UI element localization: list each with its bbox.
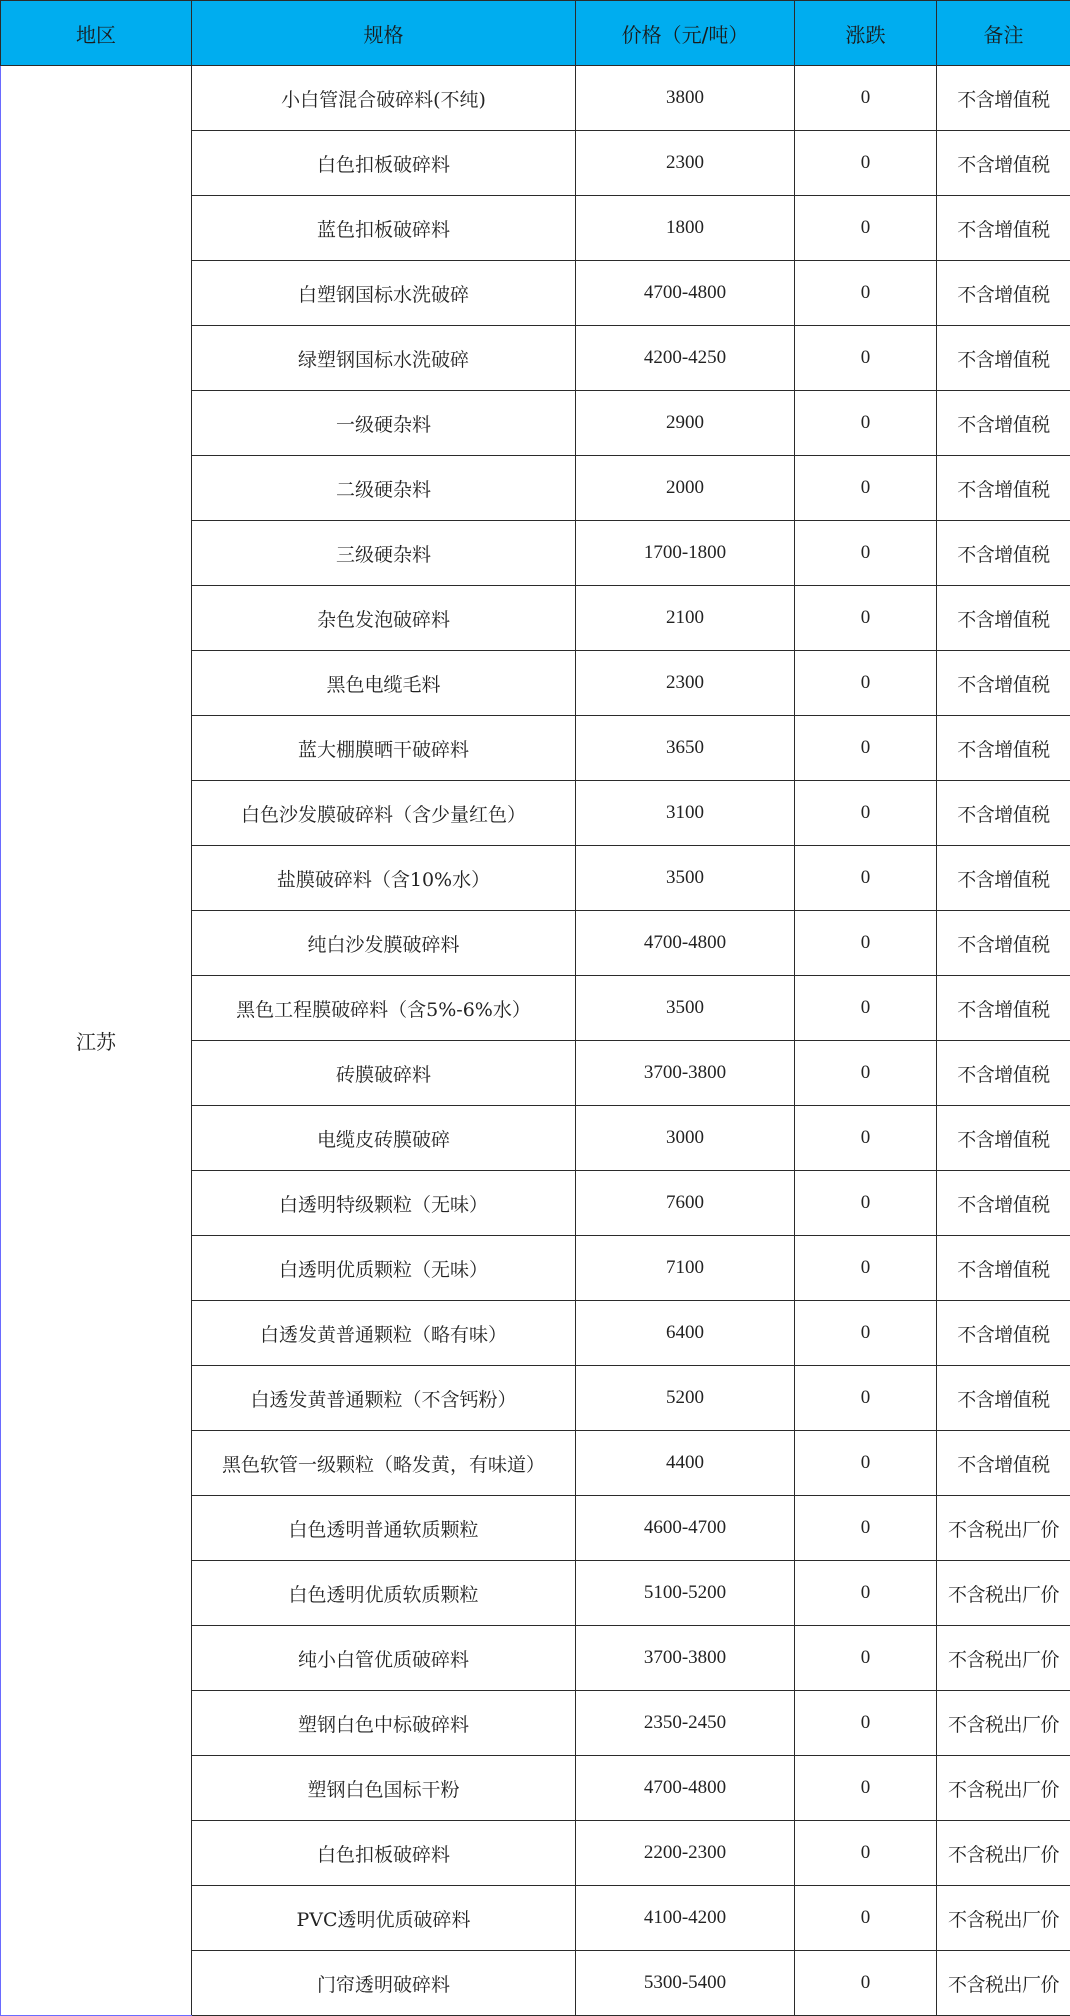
region-cell: 江苏 xyxy=(1,66,192,2016)
spec-cell: 蓝大棚膜晒干破碎料 xyxy=(192,716,576,781)
note-cell: 不含税出厂价 xyxy=(937,1561,1070,1626)
price-cell: 1800 xyxy=(576,196,795,261)
change-cell: 0 xyxy=(795,1431,937,1496)
change-cell: 0 xyxy=(795,131,937,196)
spec-cell: 黑色工程膜破碎料（含5%-6%水） xyxy=(192,976,576,1041)
price-cell: 5100-5200 xyxy=(576,1561,795,1626)
spec-cell: 白透发黄普通颗粒（略有味） xyxy=(192,1301,576,1366)
table-body xyxy=(1,66,1070,2016)
change-cell: 0 xyxy=(795,196,937,261)
change-cell: 0 xyxy=(795,66,937,131)
price-cell: 3700-3800 xyxy=(576,1626,795,1691)
header-row xyxy=(1,1,1070,66)
price-cell: 4100-4200 xyxy=(576,1886,795,1951)
price-cell: 2000 xyxy=(576,456,795,521)
note-cell: 不含增值税 xyxy=(937,1171,1070,1236)
change-cell: 0 xyxy=(795,781,937,846)
note-cell: 不含增值税 xyxy=(937,1431,1070,1496)
note-cell: 不含增值税 xyxy=(937,716,1070,781)
note-cell: 不含增值税 xyxy=(937,1366,1070,1431)
spec-cell: 电缆皮砖膜破碎 xyxy=(192,1106,576,1171)
note-cell: 不含增值税 xyxy=(937,66,1070,131)
note-cell: 不含增值税 xyxy=(937,976,1070,1041)
change-cell: 0 xyxy=(795,1691,937,1756)
price-cell: 3700-3800 xyxy=(576,1041,795,1106)
price-cell: 3500 xyxy=(576,976,795,1041)
change-cell: 0 xyxy=(795,326,937,391)
spec-cell: 门帘透明破碎料 xyxy=(192,1951,576,2016)
change-cell: 0 xyxy=(795,1886,937,1951)
note-cell: 不含税出厂价 xyxy=(937,1951,1070,2016)
price-cell: 3650 xyxy=(576,716,795,781)
price-cell: 1700-1800 xyxy=(576,521,795,586)
spec-cell: 纯小白管优质破碎料 xyxy=(192,1626,576,1691)
change-cell: 0 xyxy=(795,1236,937,1301)
spec-cell: 绿塑钢国标水洗破碎 xyxy=(192,326,576,391)
spec-cell: 小白管混合破碎料(不纯) xyxy=(192,66,576,131)
note-cell: 不含增值税 xyxy=(937,846,1070,911)
spec-cell: 三级硬杂料 xyxy=(192,521,576,586)
note-cell: 不含税出厂价 xyxy=(937,1821,1070,1886)
note-cell: 不含增值税 xyxy=(937,911,1070,976)
spec-cell: 二级硬杂料 xyxy=(192,456,576,521)
spec-cell: 白色透明优质软质颗粒 xyxy=(192,1561,576,1626)
change-cell: 0 xyxy=(795,1821,937,1886)
change-cell: 0 xyxy=(795,1951,937,2016)
price-cell: 4600-4700 xyxy=(576,1496,795,1561)
spec-cell: 蓝色扣板破碎料 xyxy=(192,196,576,261)
spec-cell: 塑钢白色中标破碎料 xyxy=(192,1691,576,1756)
spec-cell: 黑色电缆毛料 xyxy=(192,651,576,716)
change-cell: 0 xyxy=(795,1756,937,1821)
note-cell: 不含增值税 xyxy=(937,391,1070,456)
note-cell: 不含税出厂价 xyxy=(937,1886,1070,1951)
price-cell: 4700-4800 xyxy=(576,261,795,326)
price-cell: 4200-4250 xyxy=(576,326,795,391)
spec-cell: 白透明优质颗粒（无味） xyxy=(192,1236,576,1301)
price-cell: 2900 xyxy=(576,391,795,456)
change-cell: 0 xyxy=(795,1626,937,1691)
change-cell: 0 xyxy=(795,1496,937,1561)
change-cell: 0 xyxy=(795,1366,937,1431)
spec-cell: 盐膜破碎料（含10%水） xyxy=(192,846,576,911)
spec-cell: 白色扣板破碎料 xyxy=(192,1821,576,1886)
change-cell: 0 xyxy=(795,651,937,716)
note-cell: 不含增值税 xyxy=(937,781,1070,846)
note-cell: 不含税出厂价 xyxy=(937,1496,1070,1561)
price-cell: 5300-5400 xyxy=(576,1951,795,2016)
note-cell: 不含增值税 xyxy=(937,326,1070,391)
spec-cell: 塑钢白色国标干粉 xyxy=(192,1756,576,1821)
spec-cell: 杂色发泡破碎料 xyxy=(192,586,576,651)
change-cell: 0 xyxy=(795,586,937,651)
note-cell: 不含增值税 xyxy=(937,1301,1070,1366)
price-cell: 4700-4800 xyxy=(576,1756,795,1821)
price-cell: 2350-2450 xyxy=(576,1691,795,1756)
change-cell: 0 xyxy=(795,1561,937,1626)
note-cell: 不含增值税 xyxy=(937,131,1070,196)
note-cell: 不含增值税 xyxy=(937,1041,1070,1106)
change-cell: 0 xyxy=(795,1301,937,1366)
spec-cell: 一级硬杂料 xyxy=(192,391,576,456)
change-cell: 0 xyxy=(795,976,937,1041)
spec-cell: PVC透明优质破碎料 xyxy=(192,1886,576,1951)
spec-cell: 白色沙发膜破碎料（含少量红色） xyxy=(192,781,576,846)
price-cell: 2300 xyxy=(576,131,795,196)
change-cell: 0 xyxy=(795,846,937,911)
price-cell: 2100 xyxy=(576,586,795,651)
price-cell: 2200-2300 xyxy=(576,1821,795,1886)
note-cell: 不含增值税 xyxy=(937,1106,1070,1171)
spec-cell: 白塑钢国标水洗破碎 xyxy=(192,261,576,326)
note-cell: 不含税出厂价 xyxy=(937,1691,1070,1756)
change-cell: 0 xyxy=(795,1041,937,1106)
note-cell: 不含增值税 xyxy=(937,456,1070,521)
note-cell: 不含增值税 xyxy=(937,196,1070,261)
note-cell: 不含税出厂价 xyxy=(937,1756,1070,1821)
price-cell: 3100 xyxy=(576,781,795,846)
header-region: 地区 xyxy=(1,1,192,66)
note-cell: 不含税出厂价 xyxy=(937,1626,1070,1691)
price-cell: 7600 xyxy=(576,1171,795,1236)
change-cell: 0 xyxy=(795,391,937,456)
price-cell: 3500 xyxy=(576,846,795,911)
change-cell: 0 xyxy=(795,1171,937,1236)
change-cell: 0 xyxy=(795,456,937,521)
spec-cell: 纯白沙发膜破碎料 xyxy=(192,911,576,976)
price-cell: 2300 xyxy=(576,651,795,716)
price-cell: 5200 xyxy=(576,1366,795,1431)
price-cell: 3000 xyxy=(576,1106,795,1171)
table-row xyxy=(1,66,1070,131)
price-cell: 3800 xyxy=(576,66,795,131)
spec-cell: 白透发黄普通颗粒（不含钙粉） xyxy=(192,1366,576,1431)
spec-cell: 砖膜破碎料 xyxy=(192,1041,576,1106)
header-spec: 规格 xyxy=(192,1,576,66)
spec-cell: 白色扣板破碎料 xyxy=(192,131,576,196)
note-cell: 不含增值税 xyxy=(937,651,1070,716)
change-cell: 0 xyxy=(795,1106,937,1171)
change-cell: 0 xyxy=(795,716,937,781)
spec-cell: 黑色软管一级颗粒（略发黄，有味道） xyxy=(192,1431,576,1496)
header-price: 价格（元/吨） xyxy=(576,1,795,66)
change-cell: 0 xyxy=(795,261,937,326)
header-note: 备注 xyxy=(937,1,1070,66)
note-cell: 不含增值税 xyxy=(937,261,1070,326)
spec-cell: 白色透明普通软质颗粒 xyxy=(192,1496,576,1561)
spec-cell: 白透明特级颗粒（无味） xyxy=(192,1171,576,1236)
header-change: 涨跌 xyxy=(795,1,937,66)
note-cell: 不含增值税 xyxy=(937,521,1070,586)
note-cell: 不含增值税 xyxy=(937,586,1070,651)
price-cell: 4400 xyxy=(576,1431,795,1496)
change-cell: 0 xyxy=(795,911,937,976)
price-cell: 7100 xyxy=(576,1236,795,1301)
change-cell: 0 xyxy=(795,521,937,586)
note-cell: 不含增值税 xyxy=(937,1236,1070,1301)
price-cell: 4700-4800 xyxy=(576,911,795,976)
price-cell: 6400 xyxy=(576,1301,795,1366)
